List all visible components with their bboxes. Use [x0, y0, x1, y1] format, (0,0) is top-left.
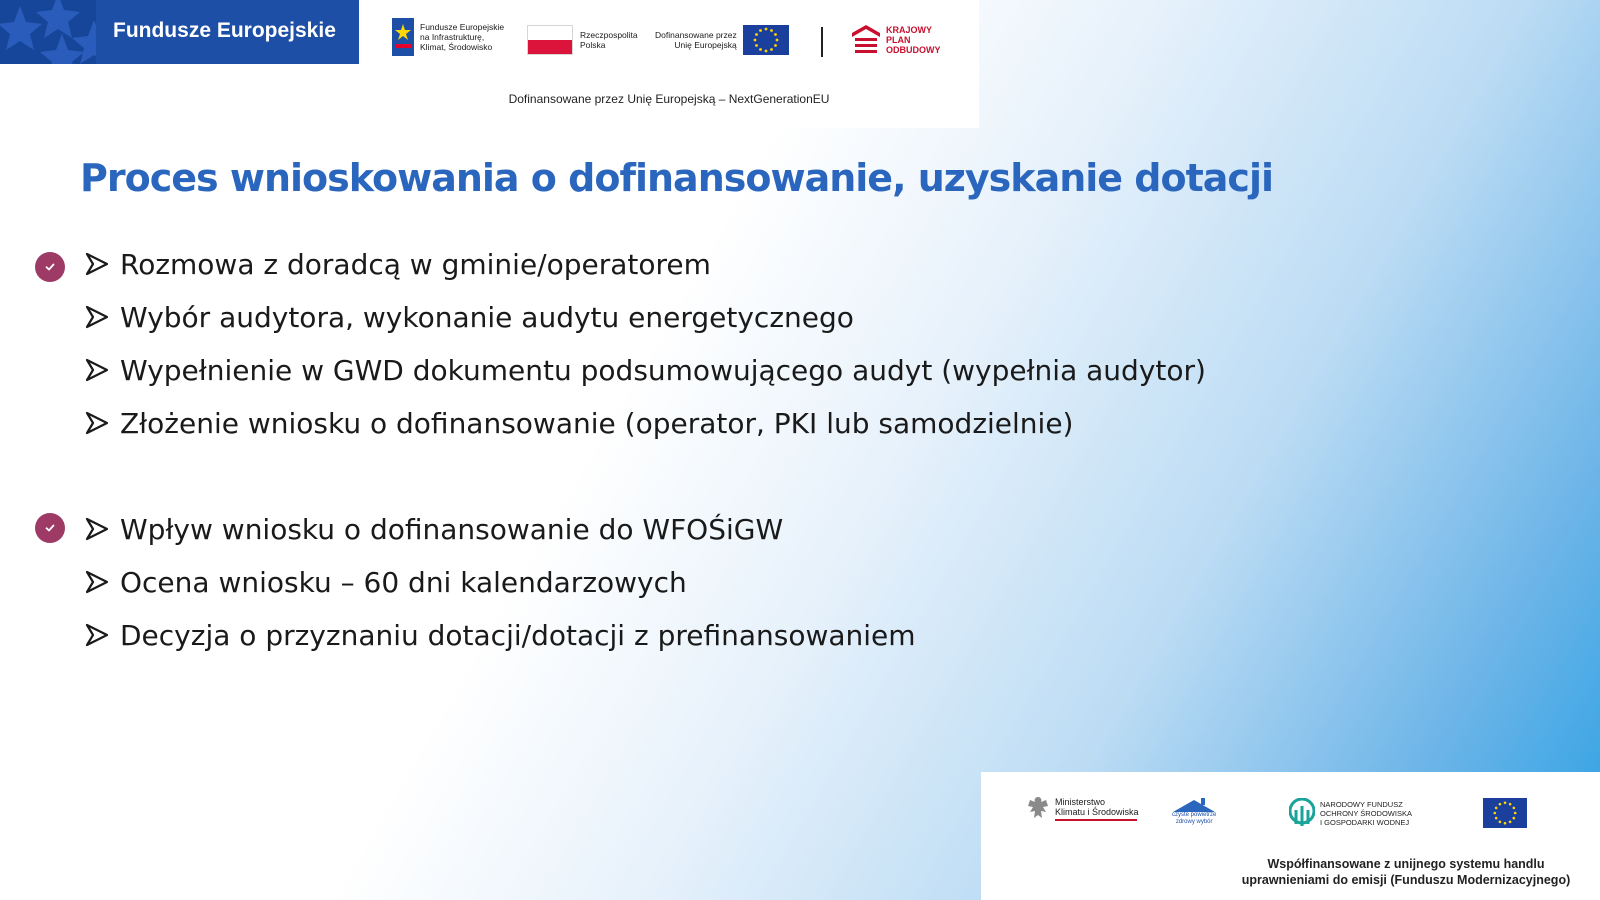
eu-flag-icon: [1483, 798, 1527, 828]
eagle-emblem-icon: [1025, 794, 1051, 824]
fundusze-europejskie-title: Fundusze Europejskie: [113, 19, 336, 42]
arrow-bullet-icon: [84, 569, 114, 595]
czyste-powietrze-logo: [1172, 798, 1216, 826]
nfos-logo: [1289, 798, 1412, 828]
ministry-underline: [1055, 819, 1137, 821]
arrow-bullet-icon: [84, 516, 114, 542]
kpo-logo: [852, 25, 941, 55]
logo-divider: [821, 27, 823, 57]
arrow-bullet-icon: [84, 410, 114, 436]
list-item: [84, 509, 783, 549]
arrow-bullet-icon: [84, 357, 114, 383]
ministry-logo: [1025, 794, 1139, 824]
list-item: [84, 562, 687, 602]
list-item: [84, 244, 711, 284]
page-title: Proces wnioskowania o dofinansowanie, uzyskanie dotacji: [80, 156, 1273, 200]
fundusze-europejskie-band: [0, 0, 359, 64]
check-circle-icon: [35, 513, 65, 543]
rp-logo: [527, 25, 638, 55]
list-item-text: Wybór audytora, wykonanie audytu energetycznego: [120, 300, 854, 334]
arrow-bullet-icon: [84, 251, 114, 277]
list-item: [84, 403, 1073, 443]
caption-line-2: uprawnieniami do emisji (Funduszu Modernizacyjnego): [1241, 873, 1571, 887]
eu-stars-graphic: [0, 0, 96, 64]
list-item-text: Ocena wniosku – 60 dni kalendarzowych: [120, 565, 687, 599]
kpo-icon: [852, 25, 880, 55]
ministry-text: Ministerstwo Klimatu i Środowiska: [1055, 797, 1139, 817]
list-item: [84, 350, 1206, 390]
top-logo-strip: [359, 0, 979, 128]
nfos-emblem-icon: [1289, 798, 1315, 828]
list-item-text: Decyzja o przyznaniu dotacji/dotacji z prefinansowaniem: [120, 618, 916, 652]
list-item-text: Złożenie wniosku o dofinansowanie (operator, PKI lub samodzielnie): [120, 406, 1074, 440]
eu-flag-icon: [743, 25, 789, 55]
kpo-text: KRAJOWY PLAN ODBUDOWY: [886, 25, 941, 55]
list-item-text: Rozmowa z doradcą w gminie/operatorem: [120, 247, 711, 281]
caption-line-1: Współfinansowane z unijnego systemu handlu: [1267, 857, 1545, 871]
fe-program-logo: [392, 18, 504, 56]
check-circle-icon: [35, 252, 65, 282]
fe-program-icon: [392, 18, 414, 56]
arrow-bullet-icon: [84, 304, 114, 330]
list-item-text: Wypełnienie w GWD dokumentu podsumowującego audyt (wypełnia audytor): [120, 353, 1206, 387]
nextgeneration-caption: Dofinansowane przez Unię Europejską – NextGenerationEU: [508, 92, 830, 106]
rp-text: Rzeczpospolita Polska: [580, 30, 638, 50]
nfos-text: NARODOWY FUNDUSZ OCHRONY ŚRODOWISKA I GOSPODARKI WODNEJ: [1320, 799, 1412, 827]
house-roof-icon: [1173, 798, 1215, 812]
list-item: [84, 297, 854, 337]
list-item-text: Wpływ wniosku o dofinansowanie do WFOŚiGW: [120, 512, 784, 546]
polish-flag-icon: [527, 25, 573, 55]
czyste-powietrze-text: czyste powietrze zdrowy wybór: [1172, 812, 1217, 825]
eu-cofinanced-text: Dofinansowane przez Unię Europejską: [655, 30, 737, 50]
bottom-logo-block: [981, 772, 1600, 900]
eu-cofinanced-logo: [655, 25, 789, 55]
list-item: [84, 615, 916, 655]
arrow-bullet-icon: [84, 622, 114, 648]
modernization-fund-caption: [1221, 856, 1591, 888]
fe-program-text: Fundusze Europejskie na Infrastrukturę, Klimat, Środowisko: [420, 22, 505, 52]
